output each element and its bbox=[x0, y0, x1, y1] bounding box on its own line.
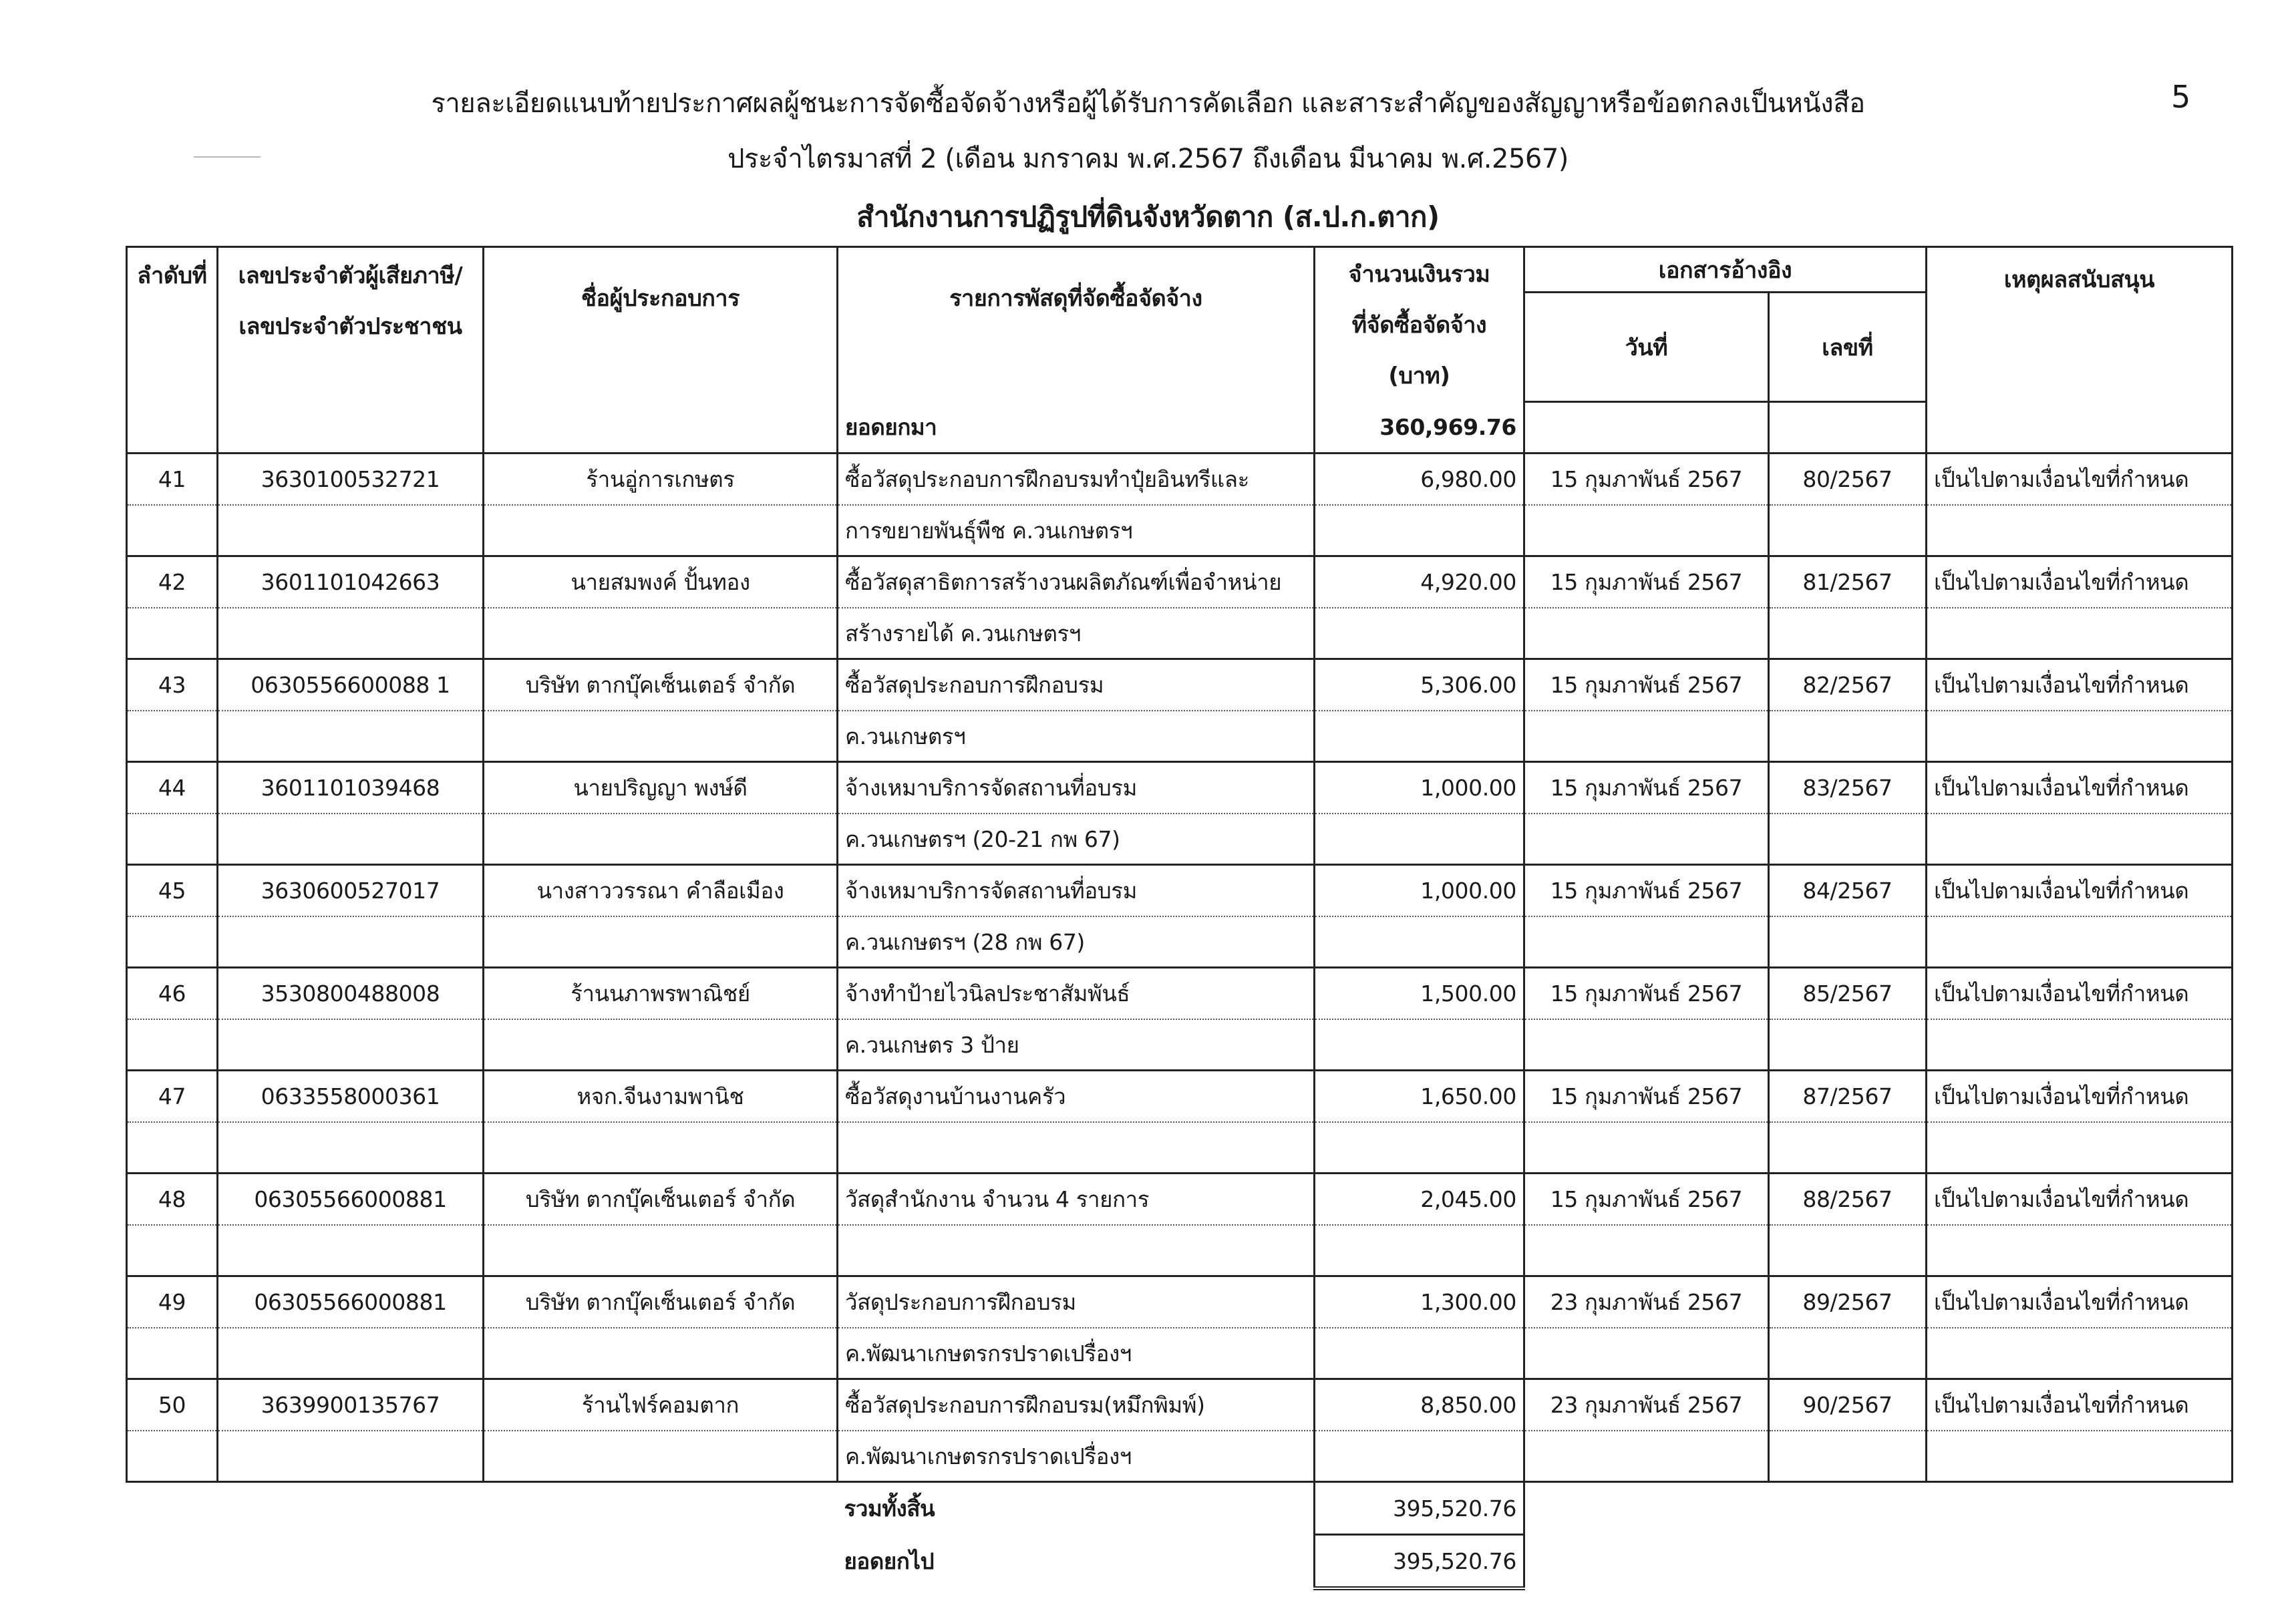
row-ref-no: 81/2567 bbox=[1769, 556, 1927, 608]
col-amount bbox=[1315, 247, 1524, 402]
row-item-continued: ค.วนเกษตรฯ (20-21 กพ 67) bbox=[838, 814, 1315, 865]
row-no: 46 bbox=[127, 968, 218, 1020]
row-reason: เป็นไปตามเงื่อนไขที่กำหนด bbox=[1927, 659, 2233, 711]
row-amount: 2,045.00 bbox=[1315, 1174, 1524, 1226]
row-taxid: 3630100532721 bbox=[218, 454, 484, 506]
office-name: สำนักงานการปฏิรูปที่ดินจังหวัดตาก (ส.ป.ก.ตาก) bbox=[856, 200, 1440, 233]
row-item-continued bbox=[838, 1225, 1315, 1276]
row-item-continued bbox=[838, 1122, 1315, 1174]
grand-total-label: รวมทั้งสิ้น bbox=[844, 1495, 935, 1522]
row-vendor: หจก.จีนงามพานิช bbox=[484, 1071, 838, 1123]
document-title: รายละเอียดแนบท้ายประกาศผลผู้ชนะการจัดซื้อจัดจ้างหรือผู้ได้รับการคัดเลือก และสาระสำคัญของสัญญาหรือข้อตกลงเป็นหนังสือ bbox=[431, 88, 1865, 119]
row-reason: เป็นไปตามเงื่อนไขที่กำหนด bbox=[1927, 1379, 2233, 1431]
row-vendor: นายสมพงค์ ปั้นทอง bbox=[484, 556, 838, 608]
table-row-continued bbox=[127, 916, 2233, 968]
row-date: 23 กุมภาพันธ์ 2567 bbox=[1524, 1276, 1769, 1328]
table-row bbox=[127, 762, 2233, 814]
carried-forward-row bbox=[127, 1535, 2233, 1589]
table-row-continued bbox=[127, 1019, 2233, 1071]
row-date: 23 กุมภาพันธ์ 2567 bbox=[1524, 1379, 1769, 1431]
row-no: 45 bbox=[127, 865, 218, 917]
row-reason: เป็นไปตามเงื่อนไขที่กำหนด bbox=[1927, 1276, 2233, 1328]
row-item: ซื้อวัสดุประกอบการฝึกอบรมทำปุ๋ยอินทรีและ bbox=[838, 454, 1315, 506]
carried-forward-label: ยอดยกไป bbox=[844, 1548, 935, 1575]
row-amount: 1,500.00 bbox=[1315, 968, 1524, 1020]
row-item: จ้างทำป้ายไวนิลประชาสัมพันธ์ bbox=[838, 968, 1315, 1020]
row-taxid: 06305566000881 bbox=[218, 1276, 484, 1328]
col-reference: เอกสารอ้างอิง bbox=[1524, 247, 1927, 293]
row-vendor: นายปริญญา พงษ์ดี bbox=[484, 762, 838, 814]
col-taxid-line1: เลขประจำตัวผู้เสียภาษี/ bbox=[238, 262, 463, 289]
table-row-continued bbox=[127, 1431, 2233, 1482]
row-item-continued: ค.พัฒนาเกษตรกรปราดเปรื่องฯ bbox=[838, 1431, 1315, 1482]
row-date: 15 กุมภาพันธ์ 2567 bbox=[1524, 968, 1769, 1020]
row-item: จ้างเหมาบริการจัดสถานที่อบรม bbox=[838, 762, 1315, 814]
row-taxid: 3530800488008 bbox=[218, 968, 484, 1020]
row-ref-no: 84/2567 bbox=[1769, 865, 1927, 917]
row-ref-no: 80/2567 bbox=[1769, 454, 1927, 506]
row-reason: เป็นไปตามเงื่อนไขที่กำหนด bbox=[1927, 1174, 2233, 1226]
row-no: 48 bbox=[127, 1174, 218, 1226]
document-period: ประจำไตรมาสที่ 2 (เดือน มกราคม พ.ศ.2567 ถึงเดือน มีนาคม พ.ศ.2567) bbox=[727, 144, 1569, 174]
col-amount-line3: (บาท) bbox=[1388, 363, 1450, 389]
row-item: ซื้อวัสดุประกอบการฝึกอบรม(หมึกพิมพ์) bbox=[838, 1379, 1315, 1431]
table-row bbox=[127, 1379, 2233, 1431]
table-row-continued bbox=[127, 1328, 2233, 1379]
row-date: 15 กุมภาพันธ์ 2567 bbox=[1524, 556, 1769, 608]
col-ref-date: วันที่ bbox=[1524, 293, 1769, 402]
table-row-continued bbox=[127, 1122, 2233, 1174]
row-reason: เป็นไปตามเงื่อนไขที่กำหนด bbox=[1927, 1071, 2233, 1123]
row-item: ซื้อวัสดุประกอบการฝึกอบรม bbox=[838, 659, 1315, 711]
row-taxid: 3601101042663 bbox=[218, 556, 484, 608]
col-reason: เหตุผลสนับสนุน bbox=[1927, 247, 2233, 402]
row-item-continued: ค.วนเกษตรฯ bbox=[838, 711, 1315, 762]
row-amount: 1,300.00 bbox=[1315, 1276, 1524, 1328]
row-vendor: ร้านไฟร์คอมตาก bbox=[484, 1379, 838, 1431]
row-date: 15 กุมภาพันธ์ 2567 bbox=[1524, 1071, 1769, 1123]
row-taxid: 0633558000361 bbox=[218, 1071, 484, 1123]
col-ref-no: เลขที่ bbox=[1769, 293, 1927, 402]
row-taxid: 06305566000881 bbox=[218, 1174, 484, 1226]
row-ref-no: 90/2567 bbox=[1769, 1379, 1927, 1431]
row-taxid: 3601101039468 bbox=[218, 762, 484, 814]
row-ref-no: 87/2567 bbox=[1769, 1071, 1927, 1123]
row-ref-no: 83/2567 bbox=[1769, 762, 1927, 814]
table-row bbox=[127, 454, 2233, 506]
row-item: จ้างเหมาบริการจัดสถานที่อบรม bbox=[838, 865, 1315, 917]
row-vendor: บริษัท ตากบุ๊คเซ็นเตอร์ จำกัด bbox=[484, 1174, 838, 1226]
row-no: 43 bbox=[127, 659, 218, 711]
row-item: ซื้อวัสดุสาธิตการสร้างวนผลิตภัณฑ์เพื่อจำหน่าย bbox=[838, 556, 1315, 608]
row-amount: 6,980.00 bbox=[1315, 454, 1524, 506]
row-reason: เป็นไปตามเงื่อนไขที่กำหนด bbox=[1927, 968, 2233, 1020]
row-item-continued: ค.วนเกษตร 3 ป้าย bbox=[838, 1019, 1315, 1071]
row-no: 44 bbox=[127, 762, 218, 814]
row-ref-no: 82/2567 bbox=[1769, 659, 1927, 711]
carry-forward-row bbox=[127, 402, 2233, 454]
carry-forward-amount: 360,969.76 bbox=[1315, 402, 1524, 454]
table-row bbox=[127, 1276, 2233, 1328]
col-taxid-line2: เลขประจำตัวประชาชน bbox=[238, 313, 462, 340]
col-amount-line2: ที่จัดซื้อจัดจ้าง bbox=[1351, 312, 1487, 339]
row-no: 50 bbox=[127, 1379, 218, 1431]
table-row bbox=[127, 968, 2233, 1020]
row-amount: 4,920.00 bbox=[1315, 556, 1524, 608]
col-taxid bbox=[218, 247, 484, 402]
table-row-continued bbox=[127, 814, 2233, 865]
row-taxid: 0630556600088 1 bbox=[218, 659, 484, 711]
table-row-continued bbox=[127, 505, 2233, 556]
row-date: 15 กุมภาพันธ์ 2567 bbox=[1524, 1174, 1769, 1226]
row-vendor: บริษัท ตากบุ๊คเซ็นเตอร์ จำกัด bbox=[484, 659, 838, 711]
grand-total-row bbox=[127, 1482, 2233, 1535]
row-vendor: ร้านนภาพรพาณิชย์ bbox=[484, 968, 838, 1020]
table-row-continued bbox=[127, 1225, 2233, 1276]
table-row-continued bbox=[127, 608, 2233, 659]
row-reason: เป็นไปตามเงื่อนไขที่กำหนด bbox=[1927, 762, 2233, 814]
procurement-table bbox=[126, 246, 2233, 1590]
table-row bbox=[127, 556, 2233, 608]
row-item-continued: ค.วนเกษตรฯ (28 กพ 67) bbox=[838, 916, 1315, 968]
row-date: 15 กุมภาพันธ์ 2567 bbox=[1524, 762, 1769, 814]
table-row-continued bbox=[127, 711, 2233, 762]
table-row bbox=[127, 865, 2233, 917]
row-item-continued: สร้างรายได้ ค.วนเกษตรฯ bbox=[838, 608, 1315, 659]
page-number: 5 bbox=[2171, 79, 2191, 115]
row-ref-no: 89/2567 bbox=[1769, 1276, 1927, 1328]
row-taxid: 3630600527017 bbox=[218, 865, 484, 917]
row-amount: 1,000.00 bbox=[1315, 762, 1524, 814]
row-no: 47 bbox=[127, 1071, 218, 1123]
row-item: ซื้อวัสดุงานบ้านงานครัว bbox=[838, 1071, 1315, 1123]
row-amount: 1,000.00 bbox=[1315, 865, 1524, 917]
row-reason: เป็นไปตามเงื่อนไขที่กำหนด bbox=[1927, 865, 2233, 917]
row-amount: 5,306.00 bbox=[1315, 659, 1524, 711]
table-row bbox=[127, 1071, 2233, 1123]
row-ref-no: 88/2567 bbox=[1769, 1174, 1927, 1226]
row-reason: เป็นไปตามเงื่อนไขที่กำหนด bbox=[1927, 454, 2233, 506]
row-reason: เป็นไปตามเงื่อนไขที่กำหนด bbox=[1927, 556, 2233, 608]
row-item-continued: การขยายพันธุ์พืช ค.วนเกษตรฯ bbox=[838, 505, 1315, 556]
row-ref-no: 85/2567 bbox=[1769, 968, 1927, 1020]
row-item: วัสดุสำนักงาน จำนวน 4 รายการ bbox=[838, 1174, 1315, 1226]
table-row bbox=[127, 659, 2233, 711]
row-item-continued: ค.พัฒนาเกษตรกรปราดเปรื่องฯ bbox=[838, 1328, 1315, 1379]
col-item: รายการพัสดุที่จัดซื้อจัดจ้าง bbox=[838, 247, 1315, 402]
row-vendor: ร้านอู่การเกษตร bbox=[484, 454, 838, 506]
row-vendor: นางสาววรรณา คำลือเมือง bbox=[484, 865, 838, 917]
row-no: 41 bbox=[127, 454, 218, 506]
row-date: 15 กุมภาพันธ์ 2567 bbox=[1524, 659, 1769, 711]
table-row bbox=[127, 1174, 2233, 1226]
row-date: 15 กุมภาพันธ์ 2567 bbox=[1524, 454, 1769, 506]
row-date: 15 กุมภาพันธ์ 2567 bbox=[1524, 865, 1769, 917]
carry-forward-label: ยอดยกมา bbox=[838, 402, 1315, 454]
col-no: ลำดับที่ bbox=[127, 247, 218, 402]
grand-total-amount: 395,520.76 bbox=[1315, 1482, 1524, 1535]
row-no: 49 bbox=[127, 1276, 218, 1328]
row-vendor: บริษัท ตากบุ๊คเซ็นเตอร์ จำกัด bbox=[484, 1276, 838, 1328]
carried-forward-amount: 395,520.76 bbox=[1315, 1535, 1524, 1589]
col-amount-line1: จำนวนเงินรวม bbox=[1348, 261, 1490, 288]
col-vendor: ชื่อผู้ประกอบการ bbox=[484, 247, 838, 402]
row-amount: 1,650.00 bbox=[1315, 1071, 1524, 1123]
row-no: 42 bbox=[127, 556, 218, 608]
row-amount: 8,850.00 bbox=[1315, 1379, 1524, 1431]
row-taxid: 3639900135767 bbox=[218, 1379, 484, 1431]
row-item: วัสดุประกอบการฝึกอบรม bbox=[838, 1276, 1315, 1328]
